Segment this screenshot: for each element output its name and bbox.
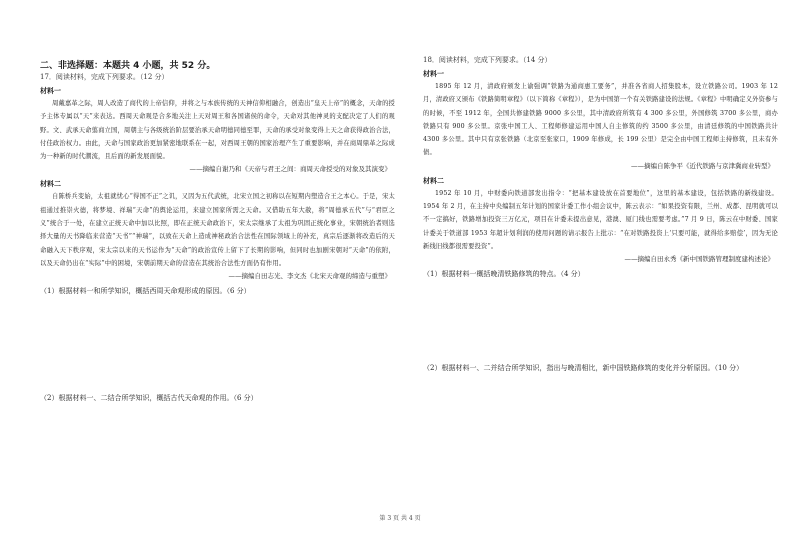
section-header: 二、非选择题：本题共 4 小题，共 52 分。: [40, 61, 216, 71]
q18-material1-label: 材料一: [423, 70, 444, 78]
q18-material2-source: ——摘编自田永秀《新中国铁路管理制度建构述论》: [624, 255, 774, 264]
left-column: [40, 0, 395, 404]
q17-subquestion-1: （1）根据材料一和所学知识，概括西周天命观形成的原因。（6 分）: [40, 287, 251, 296]
q18-subquestion-2: （2）根据材料一、二并结合所学知识，指出与晚清相比，新中国铁路修筑的变化并分析原因。（10 分）: [423, 364, 744, 373]
q18-material1-source: ——摘编自陈争平《近代铁路与京津冀商业转型》: [631, 161, 774, 170]
q17-material1-source: ——摘编自谢乃和《天帝与君王之间：商周天命授受的对象及其演变》: [189, 165, 391, 174]
q17-material2-text: 自陈桥兵变始，太祖就忧心“得国不正”之讥，又因为五代武统，北宋立国之初称以在短期内塑造合王之本心。于是，宋太祖通过推崇火德，将梦境、祥瑞“天命”的舆论运用，来建立国家所需之天命。又借助五年大赦，将“周德承五代”与“君臣之义”统合于一处，在建立正统天命中加以比照，即在正统天命政治下，宋太宗继承了太祖为巩固正统化事业，宋朝统治者则选择大量的天书降临来营造“天书”“神瑞”，以致在天命上造成神秘政治合法性在国际领域上的补充，真宗后逐渐将改造后的天命融入天下秩序观，宋太宗以来的天书运作为“天命”的政治宣传上留下了长期的影响，但同时也加剧宋朝对“天命”的依附，以及天命仍出在“实际”中的困境，宋朝前期天命的营造在其统治合法性方面仍有作用。: [40, 193, 395, 267]
q18-answer-space-1: [423, 280, 778, 362]
q17-material2-label: 材料二: [40, 180, 61, 189]
question-17-intro: 17．阅读材料，完成下列要求。（12 分）: [40, 73, 169, 81]
q18-material2-label: 材料二: [423, 176, 444, 185]
q17-material1-text: 周戴嘉革之际，周人改造了商代的上帝信仰，并将之与本族传统的天神信仰相融合，创造出“皇天上帝”的概念，天命的授予主体专属以“天”来表达。西周天命观是合多地关注上天对周王和各国诸侯的命令，天命对其他神灵的支配决定了人们的观野。文、武承天命翦商立国，周朝主与各级统治阶层要治承天命明德同德至罪，天命的承受对象变得上天之命获得政治合法，付佳政治权力。由此，天命与国家政治更加紧密地联系在一起，对西周王朝的国家治理产生了重要影响，并在商周鼎革之际成为一种新的时代潮流，且后面的新发展面貌。: [40, 100, 395, 161]
q18-material1-text: 1895 年 12 月，清政府颁发上谕强调“铁路为通商惠工要务”，并准各省商人招集股本，设立铁路公司。1903 年 12 月，清政府又颁布《铁路简明章程》（以下简称《章程》），是为中国第一个有关铁路建设的法规。《章程》中明确定义外资参与的时候，不至 1912 年，全国共修建铁路 9000 多公里，其中清政府所筑有 4 300 多公里，外国修筑 3700 多公里，商办铁路只有 900 多公里。京张中国工人、工程师修建运用中国人自主修筑的约 3500 多公里，由清廷修筑的中国铁路共计 4300 多公里。其中只有京张铁路（北京至张家口，1909 年修成，长 199 公里）是完全由中国工程师主持修筑，且未有外债。: [423, 83, 778, 157]
q17-answer-space-1: [40, 297, 395, 392]
q17-subquestion-2: （2）根据材料一、二结合所学知识，概括古代天命观的作用。（6 分）: [40, 394, 258, 403]
right-column: [423, 0, 778, 374]
question-18-intro: 18．阅读材料，完成下列要求。（14 分）: [423, 56, 552, 64]
q17-material2-source: ——摘编自田志光、李文杰《北宋天命观的缔造与重塑》: [228, 272, 391, 281]
page-footer: 第 3 页 共 4 页: [379, 515, 421, 522]
q18-material2-text: 1952 年 10 月，中财委向铁道部发出指令：“把基本建设放在首要地位”，这里的基本建设，包括铁路的新线建设。1954 年 2 月，在主持中央编制五年计划的国家计委工作小组会议中，陈云表示：“如果投资有限，兰州、成都、昆明就可以不一定搞好，铁路增加投资三万亿元，项目在计委未提出意见，港澳、厦门线也需要考虑。”7 月 9 日，陈云在中财委、国家计委关于铁道部 1953 年超计划利润的使用问题的请示报告上批示：“在对铁路投资上‘只要可能，就得给多赔偿’，因为无论新线旧线都很需要投资”。: [423, 189, 778, 250]
q17-material1-label: 材料一: [40, 87, 61, 95]
q18-subquestion-1: （1）根据材料一概括晚清铁路修筑的特点。（4 分）: [423, 270, 585, 279]
